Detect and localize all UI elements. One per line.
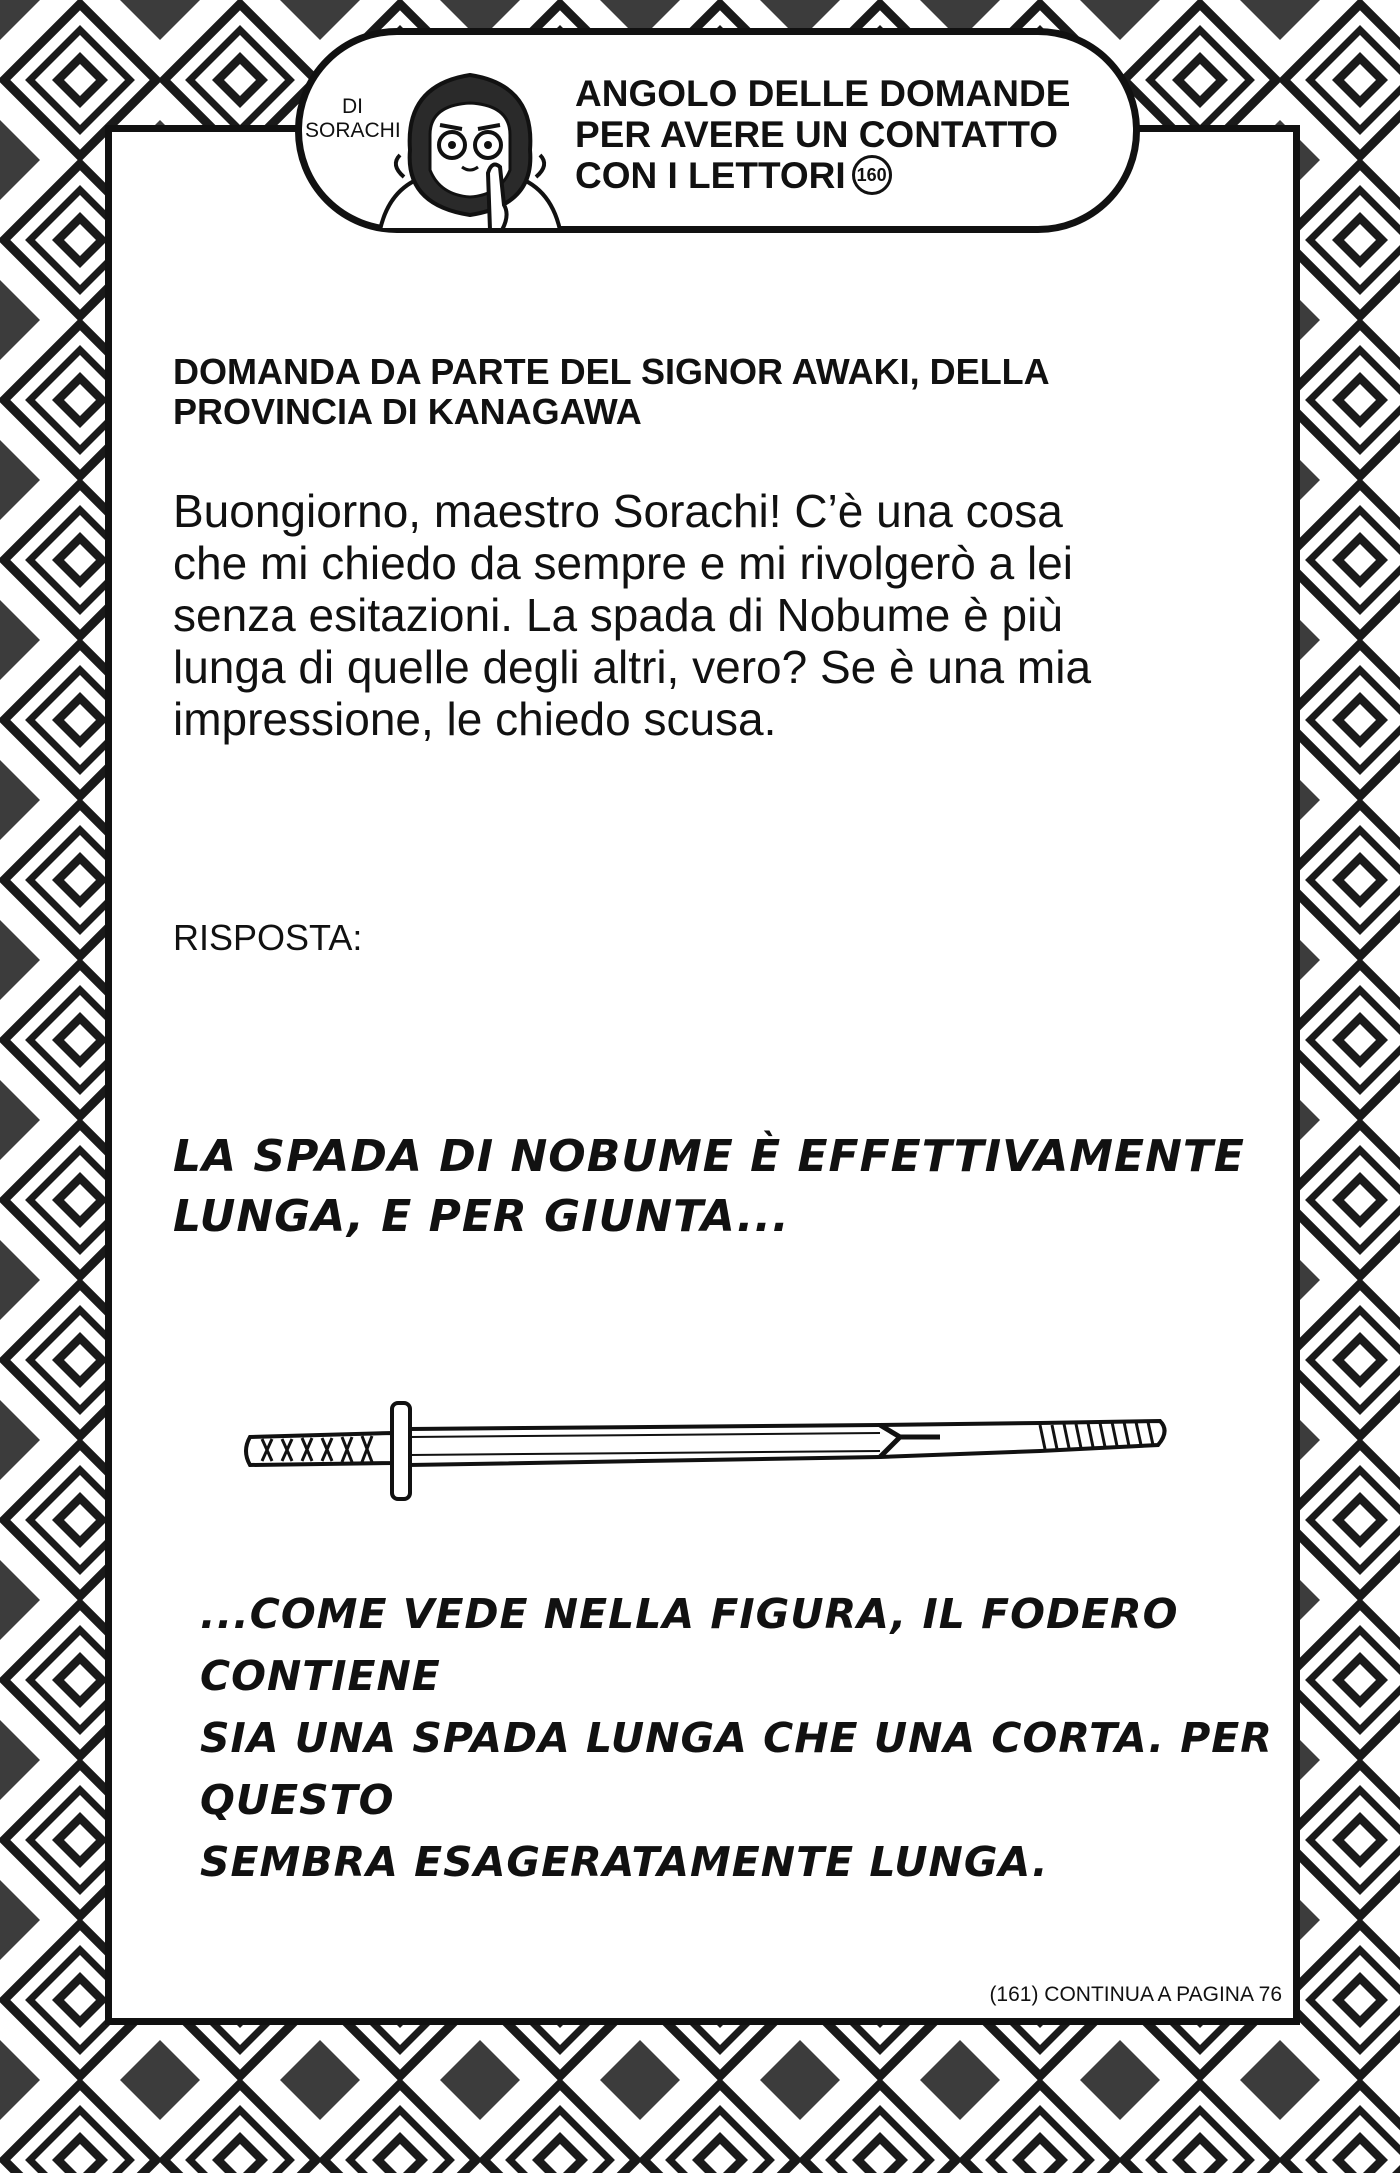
question-heading-line: DOMANDA DA PARTE DEL SIGNOR AWAKI, DELLA bbox=[173, 351, 1050, 392]
title-line-2: PER AVERE UN CONTATTO bbox=[575, 114, 1059, 155]
answer-intro-line: LA SPADA DI NOBUME È EFFETTIVAMENTE bbox=[173, 1131, 1245, 1182]
question-heading bbox=[173, 352, 1243, 432]
section-title bbox=[575, 73, 1105, 198]
author-prefix: DI bbox=[342, 95, 363, 118]
answer-outro-line: ...COME VEDE NELLA FIGURA, IL FODERO CONTIENE bbox=[200, 1590, 1179, 1700]
question-body-line: senza esitazioni. La spada di Nobume è più bbox=[173, 589, 1063, 641]
answer-outro bbox=[200, 1583, 1300, 1893]
title-line-3 bbox=[575, 155, 1105, 198]
title-line-1: ANGOLO DELLE DOMANDE bbox=[575, 73, 1071, 114]
question-body-line: Buongiorno, maestro Sorachi! C’è una cosa bbox=[173, 485, 1063, 537]
author-name: SORACHI bbox=[305, 119, 401, 142]
answer-label: RISPOSTA: bbox=[173, 917, 363, 958]
author-avatar bbox=[370, 55, 570, 230]
answer-outro-line: SEMBRA ESAGERATAMENTE LUNGA. bbox=[200, 1838, 1049, 1886]
question-body-line: che mi chiedo da sempre e mi rivolgerò a lei bbox=[173, 537, 1073, 589]
question-heading-line: PROVINCIA DI KANAGAWA bbox=[173, 391, 642, 432]
episode-number-badge: 160 bbox=[852, 155, 892, 195]
answer-intro-line: LUNGA, E PER GIUNTA... bbox=[173, 1191, 790, 1242]
title-line-3-text: CON I LETTORI bbox=[575, 155, 846, 196]
question-body bbox=[173, 485, 1253, 745]
answer-outro-line: SIA UNA SPADA LUNGA CHE UNA CORTA. PER QUESTO bbox=[200, 1714, 1273, 1824]
answer-intro bbox=[173, 1127, 1273, 1247]
question-body-line: impressione, le chiedo scusa. bbox=[173, 693, 777, 745]
question-body-line: lunga di quelle degli altri, vero? Se è una mia bbox=[173, 641, 1092, 693]
continuation-note: (161) CONTINUA A PAGINA 76 bbox=[989, 1983, 1282, 2006]
sword-illustration bbox=[240, 1385, 1170, 1510]
